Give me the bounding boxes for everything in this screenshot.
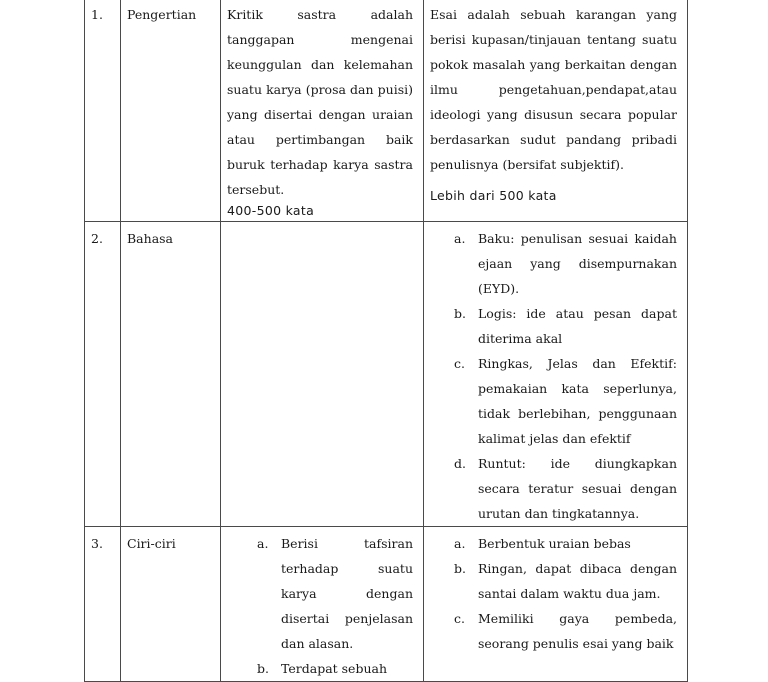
aspect-cell [121,0,221,222]
list-item: b. Logis: ide atau pesan dapat diterima akal [454,306,677,346]
row-number-text: 3. [91,536,103,551]
kritik-definition: Kritik sastra adalah tanggapan mengenai keunggulan dan kelemahan suatu karya (prosa dan puisi) yang disertai dengan uraian atau pertimbangan baik buruk terhadap karya sastra tersebut. [227,7,413,197]
esai-definition: Esai adalah sebuah karangan yang berisi kupasan/tinjauan tentang suatu pokok masalah yang berkaitan dengan ilmu pengetahuan,pendapat,atau ideologi yang disusun secara popular berdasarkan sudut pandang pribadi penulisnya (bersifat subjektif). [430,7,677,172]
row-number [85,222,121,527]
kritik-cell [221,0,424,222]
list-item: b. Terdapat sebuah [257,661,388,676]
list-item: a. Baku: penulisan sesuai kaidah ejaan yang disempurnakan (EYD). [454,231,677,296]
list-item: a. Berisi tafsiran terhadap suatu karya dengan disertai penjelasan dan alasan. [257,536,413,651]
aspect-cell [121,527,221,682]
list-item: b. Ringan, dapat dibaca dengan santai dalam waktu dua jam. [454,561,677,601]
list-item: a. Berbentuk uraian bebas [454,536,631,551]
row-number [85,527,121,682]
esai-cell [424,0,688,222]
esai-word-count: Lebih dari 500 kata [430,188,557,203]
row-number-text: 1. [91,7,103,22]
list-item: d. Runtut: ide diungkapkan secara teratur sesuai dengan urutan dan tingkatannya. [454,456,677,521]
esai-ciri-list [430,531,677,656]
aspect-text: Ciri-ciri [127,536,176,551]
list-item: c. Memiliki gaya pembeda, seorang penulis esai yang baik [454,611,677,651]
esai-cell [424,527,688,682]
kritik-ciri-list [227,531,413,681]
esai-cell [424,222,688,527]
table-row [85,527,688,682]
aspect-text: Bahasa [127,231,174,246]
row-number [85,0,121,222]
row-number-text: 2. [91,231,103,246]
aspect-cell [121,222,221,527]
list-item: c. Ringkas, Jelas dan Efektif: pemakaian kata seperlunya, tidak berlebihan, penggunaan kalimat jelas dan efektif [454,356,677,446]
table-row [85,222,688,527]
kritik-word-count: 400-500 kata [227,203,315,218]
table-row [85,0,688,222]
aspect-text: Pengertian [127,7,197,22]
kritik-cell [221,222,424,527]
kritik-cell [221,527,424,682]
bahasa-list [430,226,677,526]
comparison-table [84,0,688,682]
